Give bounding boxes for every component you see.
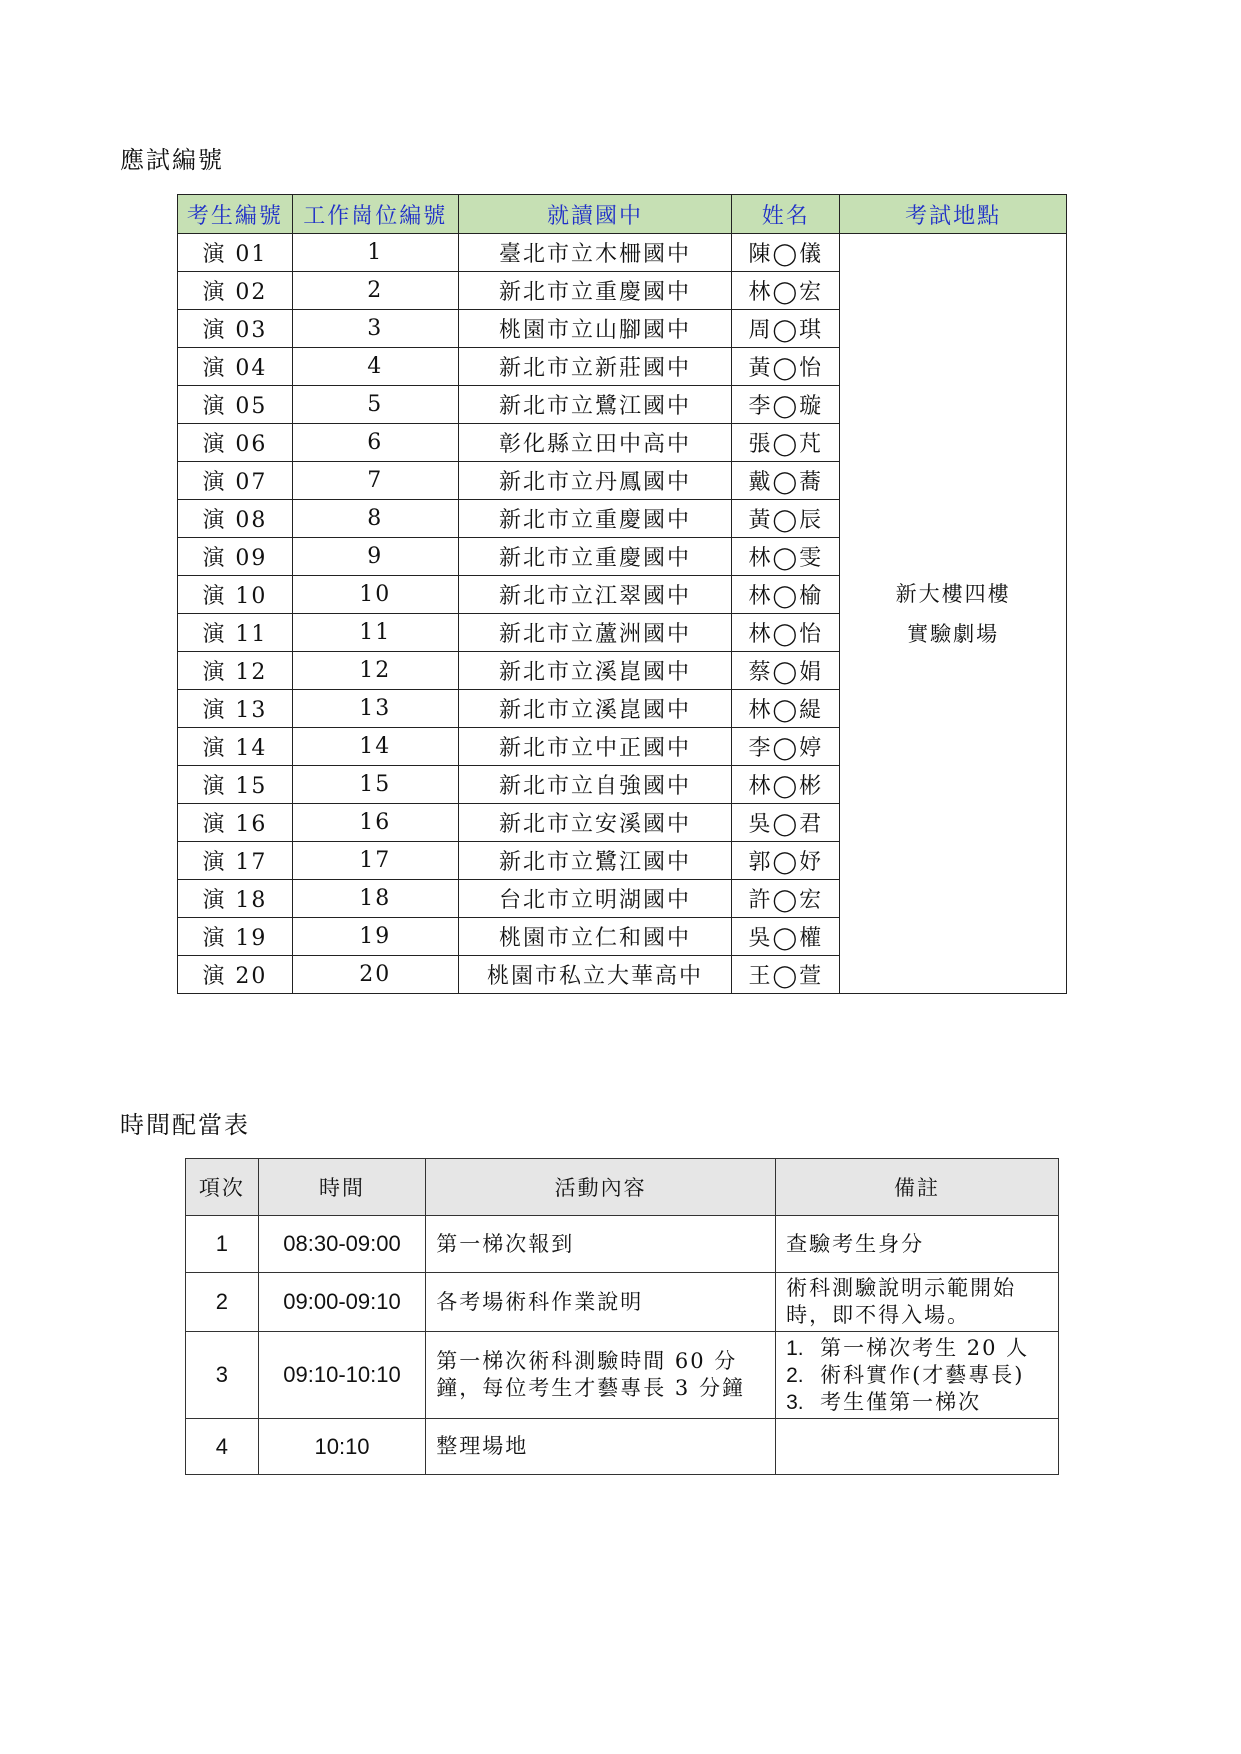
candidate-id-cell: 演 13 bbox=[178, 690, 293, 728]
name-cell: 林◯雯 bbox=[732, 538, 840, 576]
name-cell: 李◯璇 bbox=[732, 386, 840, 424]
header-candidate-id: 考生編號 bbox=[178, 195, 293, 234]
name-cell: 郭◯妤 bbox=[732, 842, 840, 880]
school-cell: 新北市立自強國中 bbox=[458, 766, 732, 804]
note-number: 1. bbox=[786, 1336, 804, 1360]
school-cell: 台北市立明湖國中 bbox=[458, 880, 732, 918]
item-number-cell: 3 bbox=[186, 1332, 259, 1419]
school-cell: 桃園市私立大華高中 bbox=[458, 956, 732, 994]
name-cell: 王◯萱 bbox=[732, 956, 840, 994]
post-number-cell: 6 bbox=[292, 424, 458, 462]
header-school: 就讀國中 bbox=[458, 195, 732, 234]
note-line bbox=[786, 1231, 1048, 1258]
note-number: 2. bbox=[786, 1363, 804, 1387]
table-row bbox=[178, 234, 1067, 272]
header-activity: 活動內容 bbox=[426, 1159, 776, 1216]
schedule-header-row bbox=[186, 1159, 1059, 1216]
schedule-table bbox=[185, 1158, 1059, 1475]
activity-line: 鐘，每位考生才藝專長 3 分鐘 bbox=[436, 1376, 745, 1400]
school-cell: 新北市立重慶國中 bbox=[458, 538, 732, 576]
note-line bbox=[786, 1362, 1048, 1389]
time-cell: 09:00-09:10 bbox=[258, 1273, 425, 1332]
exam-location-line: 新大樓四樓 bbox=[895, 581, 1011, 606]
post-number-cell: 13 bbox=[292, 690, 458, 728]
header-post-number: 工作崗位編號 bbox=[292, 195, 458, 234]
header-exam-location: 考試地點 bbox=[840, 195, 1067, 234]
post-number-cell: 1 bbox=[292, 234, 458, 272]
post-number-cell: 11 bbox=[292, 614, 458, 652]
schedule-heading: 時間配當表 bbox=[120, 1111, 250, 1139]
table-row bbox=[186, 1332, 1059, 1419]
candidate-id-cell: 演 09 bbox=[178, 538, 293, 576]
school-cell: 新北市立溪崑國中 bbox=[458, 652, 732, 690]
school-cell: 新北市立新莊國中 bbox=[458, 348, 732, 386]
name-cell: 李◯婷 bbox=[732, 728, 840, 766]
item-number-cell: 2 bbox=[186, 1273, 259, 1332]
school-cell: 新北市立蘆洲國中 bbox=[458, 614, 732, 652]
note-line bbox=[786, 1302, 1048, 1329]
activity-line: 整理場地 bbox=[436, 1434, 529, 1458]
table-row bbox=[186, 1216, 1059, 1273]
school-cell: 新北市立重慶國中 bbox=[458, 272, 732, 310]
note-text: 考生僅第一梯次 bbox=[820, 1389, 982, 1414]
post-number-cell: 19 bbox=[292, 918, 458, 956]
activity-cell bbox=[426, 1332, 776, 1419]
name-cell: 周◯琪 bbox=[732, 310, 840, 348]
post-number-cell: 20 bbox=[292, 956, 458, 994]
school-cell: 桃園市立仁和國中 bbox=[458, 918, 732, 956]
note-text: 第一梯次考生 20 人 bbox=[820, 1335, 1030, 1360]
post-number-cell: 3 bbox=[292, 310, 458, 348]
note-line bbox=[786, 1275, 1048, 1302]
candidate-id-cell: 演 20 bbox=[178, 956, 293, 994]
activity-line: 第一梯次術科測驗時間 60 分 bbox=[436, 1349, 738, 1373]
candidate-id-cell: 演 11 bbox=[178, 614, 293, 652]
post-number-cell: 7 bbox=[292, 462, 458, 500]
school-cell: 新北市立安溪國中 bbox=[458, 804, 732, 842]
name-cell: 林◯怡 bbox=[732, 614, 840, 652]
note-line bbox=[786, 1335, 1048, 1362]
header-time: 時間 bbox=[258, 1159, 425, 1216]
candidate-id-cell: 演 01 bbox=[178, 234, 293, 272]
table-row bbox=[186, 1273, 1059, 1332]
exam-table-header-row bbox=[178, 195, 1067, 234]
name-cell: 張◯芃 bbox=[732, 424, 840, 462]
school-cell: 新北市立江翠國中 bbox=[458, 576, 732, 614]
school-cell: 新北市立重慶國中 bbox=[458, 500, 732, 538]
header-name: 姓名 bbox=[732, 195, 840, 234]
post-number-cell: 5 bbox=[292, 386, 458, 424]
school-cell: 新北市立鷺江國中 bbox=[458, 386, 732, 424]
candidate-id-cell: 演 18 bbox=[178, 880, 293, 918]
candidate-id-cell: 演 04 bbox=[178, 348, 293, 386]
post-number-cell: 4 bbox=[292, 348, 458, 386]
school-cell: 新北市立丹鳳國中 bbox=[458, 462, 732, 500]
header-notes: 備註 bbox=[776, 1159, 1059, 1216]
name-cell: 吳◯君 bbox=[732, 804, 840, 842]
note-text: 時，即不得入場。 bbox=[786, 1303, 971, 1327]
post-number-cell: 2 bbox=[292, 272, 458, 310]
name-cell: 吳◯權 bbox=[732, 918, 840, 956]
activity-line: 第一梯次報到 bbox=[436, 1231, 575, 1256]
candidate-id-cell: 演 10 bbox=[178, 576, 293, 614]
post-number-cell: 10 bbox=[292, 576, 458, 614]
item-number-cell: 1 bbox=[186, 1216, 259, 1273]
activity-cell bbox=[426, 1419, 776, 1475]
school-cell: 新北市立鷺江國中 bbox=[458, 842, 732, 880]
candidate-id-cell: 演 16 bbox=[178, 804, 293, 842]
school-cell: 新北市立中正國中 bbox=[458, 728, 732, 766]
candidate-id-cell: 演 07 bbox=[178, 462, 293, 500]
exam-number-heading: 應試編號 bbox=[120, 146, 224, 174]
time-cell: 09:10-10:10 bbox=[258, 1332, 425, 1419]
candidate-id-cell: 演 14 bbox=[178, 728, 293, 766]
notes-cell bbox=[776, 1332, 1059, 1419]
table-row bbox=[186, 1419, 1059, 1475]
name-cell: 陳◯儀 bbox=[732, 234, 840, 272]
school-cell: 臺北市立木柵國中 bbox=[458, 234, 732, 272]
time-cell: 08:30-09:00 bbox=[258, 1216, 425, 1273]
note-text: 查驗考生身分 bbox=[786, 1231, 925, 1256]
candidate-id-cell: 演 03 bbox=[178, 310, 293, 348]
activity-line: 各考場術科作業說明 bbox=[436, 1289, 644, 1314]
note-line bbox=[786, 1389, 1048, 1416]
post-number-cell: 8 bbox=[292, 500, 458, 538]
post-number-cell: 18 bbox=[292, 880, 458, 918]
notes-cell bbox=[776, 1419, 1059, 1475]
name-cell: 戴◯蕎 bbox=[732, 462, 840, 500]
activity-cell bbox=[426, 1273, 776, 1332]
candidate-id-cell: 演 08 bbox=[178, 500, 293, 538]
name-cell: 林◯彬 bbox=[732, 766, 840, 804]
candidate-id-cell: 演 06 bbox=[178, 424, 293, 462]
notes-cell bbox=[776, 1216, 1059, 1273]
post-number-cell: 14 bbox=[292, 728, 458, 766]
note-text: 術科實作(才藝專長) bbox=[820, 1362, 1025, 1387]
name-cell: 黃◯辰 bbox=[732, 500, 840, 538]
candidate-id-cell: 演 19 bbox=[178, 918, 293, 956]
note-text: 術科測驗說明示範開始 bbox=[786, 1276, 1017, 1300]
candidate-id-cell: 演 05 bbox=[178, 386, 293, 424]
exam-number-table bbox=[177, 194, 1067, 994]
name-cell: 蔡◯娟 bbox=[732, 652, 840, 690]
post-number-cell: 16 bbox=[292, 804, 458, 842]
exam-location-line: 實驗劇場 bbox=[907, 621, 1000, 646]
exam-location-cell bbox=[840, 234, 1067, 994]
name-cell: 林◯緹 bbox=[732, 690, 840, 728]
post-number-cell: 12 bbox=[292, 652, 458, 690]
name-cell: 林◯榆 bbox=[732, 576, 840, 614]
post-number-cell: 9 bbox=[292, 538, 458, 576]
candidate-id-cell: 演 15 bbox=[178, 766, 293, 804]
name-cell: 黃◯怡 bbox=[732, 348, 840, 386]
post-number-cell: 17 bbox=[292, 842, 458, 880]
candidate-id-cell: 演 12 bbox=[178, 652, 293, 690]
school-cell: 桃園市立山腳國中 bbox=[458, 310, 732, 348]
name-cell: 許◯宏 bbox=[732, 880, 840, 918]
note-number: 3. bbox=[786, 1390, 804, 1414]
candidate-id-cell: 演 17 bbox=[178, 842, 293, 880]
name-cell: 林◯宏 bbox=[732, 272, 840, 310]
time-cell: 10:10 bbox=[258, 1419, 425, 1475]
header-item: 項次 bbox=[186, 1159, 259, 1216]
post-number-cell: 15 bbox=[292, 766, 458, 804]
school-cell: 彰化縣立田中高中 bbox=[458, 424, 732, 462]
school-cell: 新北市立溪崑國中 bbox=[458, 690, 732, 728]
activity-cell bbox=[426, 1216, 776, 1273]
item-number-cell: 4 bbox=[186, 1419, 259, 1475]
candidate-id-cell: 演 02 bbox=[178, 272, 293, 310]
notes-cell bbox=[776, 1273, 1059, 1332]
